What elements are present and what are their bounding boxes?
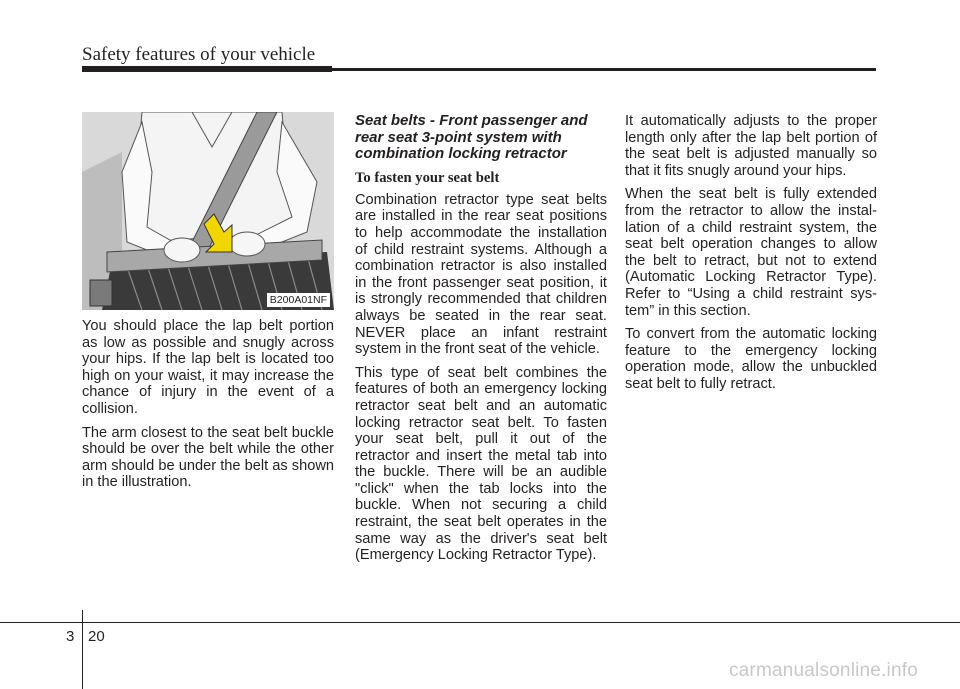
section-title-line: rear seat 3-point system with — [355, 128, 562, 146]
footer-rule — [0, 622, 960, 623]
paragraph: This type of seat belt combines the features of both an emergency locking retractor seat belt and an automatic locking retractor seat belt. To fasten your seat belt, pull it out of the retractor and insert the metal tab into the buckle. There will be an audible "click" when the tab locks into the buckle. When not securing a child restraint, the seat belt operates in the same way as the driver's seat belt (Emergency Locking Retractor Type). — [355, 364, 607, 564]
column-3 — [625, 113, 877, 400]
paragraph: When the seat belt is fully extended from the retractor to allow the installation of a child restraint system, the seat belt operation changes to allow the belt to retract, but not to extend (Automatic Locking Retractor Type). Refer to “Using a child restraint system” in this section. — [625, 186, 877, 319]
chapter-number: 3 — [66, 628, 75, 645]
section-title-line: Seat belts - Front passenger and — [355, 112, 588, 129]
column-2 — [355, 113, 607, 571]
section-title-line: combination locking retractor — [355, 145, 567, 163]
sub-heading: To fasten your seat belt — [355, 169, 500, 186]
figure-code: B200A01NF — [267, 293, 330, 307]
paragraph: You should place the lap belt portion as low as possible and snugly across your hips. If the lap belt is located too high on your waist, it may increase the chance of injury in the event of a collision. — [82, 318, 334, 417]
footer-divider — [82, 610, 83, 689]
page-number: 20 — [88, 628, 105, 645]
seat-belt-drawing — [82, 112, 334, 310]
paragraph: The arm closest to the seat belt buckle should be over the belt while the other arm should be under the belt as shown in the illustration. — [82, 424, 334, 491]
watermark-text: carmanualsonline.info — [728, 660, 918, 681]
seat-belt-illustration — [82, 112, 334, 310]
header-rule-accent — [82, 66, 332, 72]
page-header-title: Safety features of your vehicle — [82, 44, 316, 65]
column-1 — [82, 112, 334, 498]
paragraph: Combination retractor type seat belts are installed in the rear seat positions to help accommodate the installation of child restraint systems. Although a combination retractor is also installed in the front passenger seat position, it is strongly recommended that children always be seated in the rear seat. NEVER place an infant restraint system in the front seat of the vehicle. — [355, 191, 607, 358]
paragraph: To convert from the automatic locking feature to the emergency locking operation mode, allow the unbuckled seat belt to fully retract. — [625, 326, 877, 392]
section-title — [355, 113, 607, 163]
paragraph: It automatically adjusts to the proper length only after the lap belt portion of the seat belt is adjusted manually so that it fits snugly around your hips. — [625, 113, 877, 179]
